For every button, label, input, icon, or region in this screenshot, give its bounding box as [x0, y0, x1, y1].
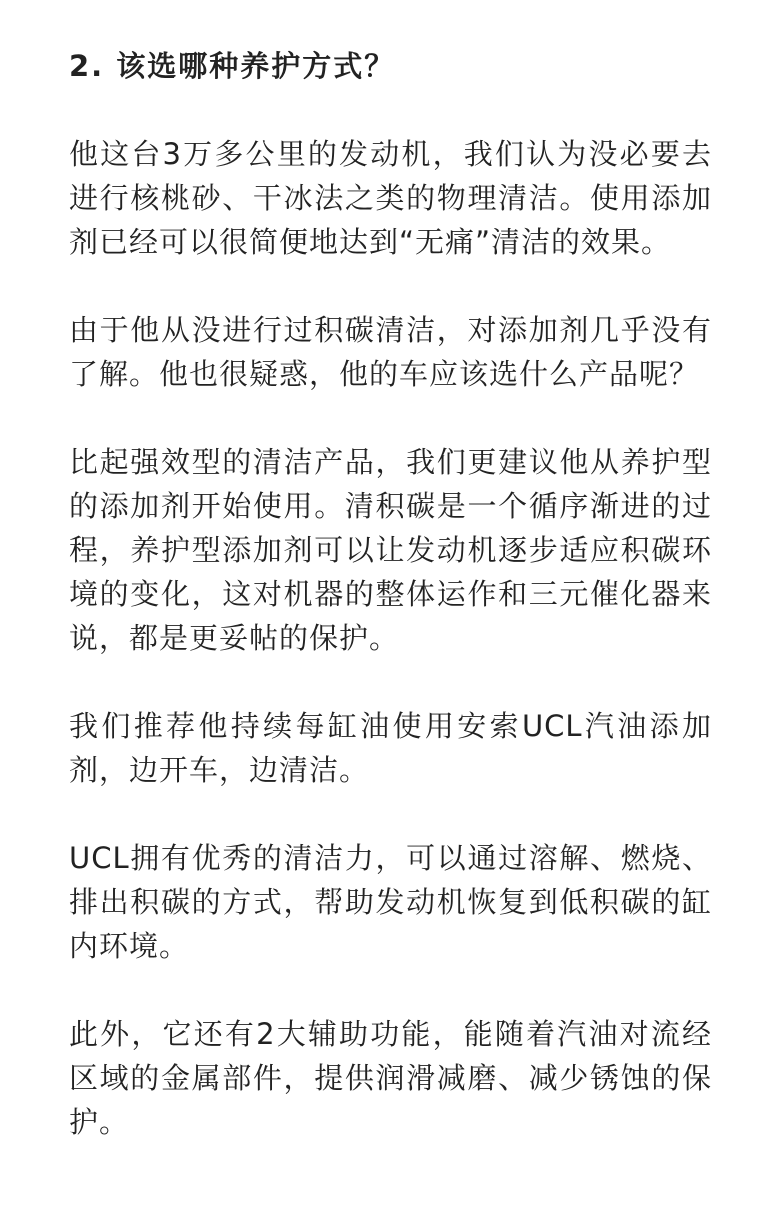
- article-body: [69, 44, 712, 1144]
- section-heading: 2. 该选哪种养护方式？: [69, 49, 396, 83]
- paragraph-ucl-cleaning-power: UCL拥有优秀的清洁力，可以通过溶解、燃烧、排出积碳的方式，帮助发动机恢复到低积碳的缸内环境。: [69, 841, 712, 963]
- paragraph-ucl-usage: 我们推荐他持续每缸油使用安索UCL汽油添加剂，边开车，边清洁。: [69, 709, 712, 787]
- paragraph-auxiliary-functions: 此外，它还有2大辅助功能，能随着汽油对流经区域的金属部件，提供润滑减磨、减少锈蚀的保护。: [69, 1017, 712, 1139]
- paragraph-engine-cleaning: 他这台3万多公里的发动机，我们认为没必要去进行核桃砂、干冰法之类的物理清洁。使用添加剂已经可以很简便地达到“无痛”清洁的效果。: [69, 137, 712, 259]
- paragraph-product-question: 由于他从没进行过积碳清洁，对添加剂几乎没有了解。他也很疑惑，他的车应该选什么产品呢？: [69, 313, 712, 391]
- paragraph-recommendation: 比起强效型的清洁产品，我们更建议他从养护型的添加剂开始使用。清积碳是一个循序渐进的过程，养护型添加剂可以让发动机逐步适应积碳环境的变化，这对机器的整体运作和三元催化器来说，都是更妥帖的保护。: [69, 445, 712, 655]
